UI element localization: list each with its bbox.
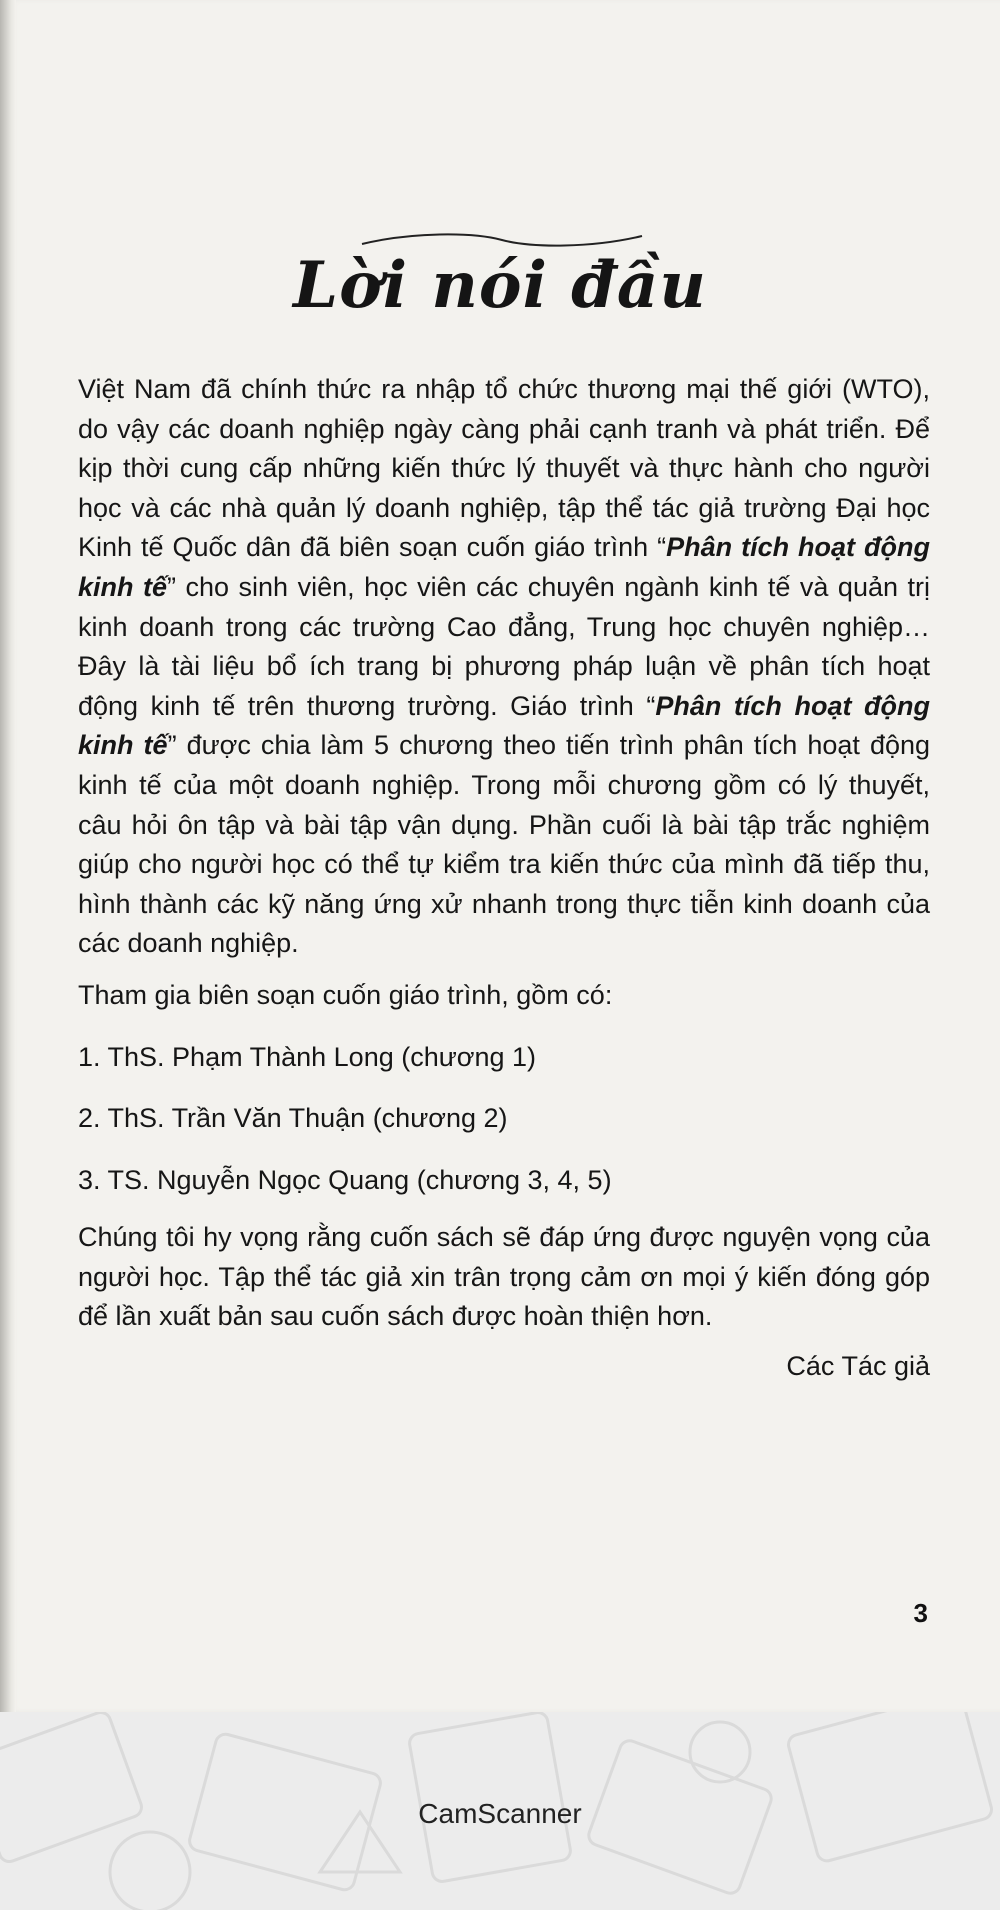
camscanner-watermark: CamScanner	[418, 1798, 582, 1829]
member-item: 2. ThS. Trần Văn Thuận (chương 2)	[78, 1103, 508, 1134]
book-title-emphasis-2: Phân tích hoạt động kinh tế	[78, 690, 930, 761]
title-ornament	[352, 230, 652, 250]
page-title: Lời nói đầu	[293, 248, 707, 323]
member-item: 1. ThS. Phạm Thành Long (chương 1)	[78, 1041, 537, 1072]
book-title-emphasis-1: Phân tích hoạt động kinh tế	[78, 532, 930, 602]
intro-text-2: ” cho sinh viên, học viên các chuyên ngành kinh tế và quản trị kinh doanh trong các trường Cao đẳng, Trung học chuyên nghiệp… Đây là tài liệu bổ ích trang bị phương pháp luận về phân tích hoạt động kinh tế trên thương trường. Giáo trình “	[78, 571, 930, 721]
signature: Các Tác giả	[786, 1351, 930, 1382]
intro-text-3: ” được chia làm 5 chương theo tiến trình phân tích hoạt động kinh tế của một doanh nghiệp. Trong mỗi chương gồm có lý thuyết, câu hỏi ôn tập và bài tập vận dụng. Phần cuối là bài tập trắc nghiệm giúp cho người học có thể tự kiểm tra kiến thức của mình đã tiếp thu, hình thành các kỹ năng ứng xử nhanh trong thực tiễn kinh doanh của các doanh nghiệp.	[78, 730, 931, 959]
member-item: 3. TS. Nguyễn Ngọc Quang (chương 3, 4, 5)	[78, 1164, 612, 1195]
intro-text-1: Việt Nam đã chính thức ra nhập tổ chức thương mại thế giới (WTO), do vậy các doanh nghiệp ngày càng phải cạnh tranh và phát triển. Để kịp thời cung cấp những kiến thức lý thuyết và thực hành cho người học và các nhà quản lý doanh nghiệp, tập thể tác giả trường Đại học Kinh tế Quốc dân đã biên soạn cuốn giáo trình “	[78, 374, 930, 563]
preface-body	[78, 370, 930, 1387]
scanner-footer	[0, 1712, 1000, 1910]
members-intro: Tham gia biên soạn cuốn giáo trình, gồm có:	[78, 979, 613, 1010]
closing-paragraph: Chúng tôi hy vọng rằng cuốn sách sẽ đáp ứng được nguyện vọng của người học. Tập thể tác giả xin trân trọng cảm ơn mọi ý kiến đóng góp để lần xuất bản sau cuốn sách được hoàn thiện hơn.	[78, 1222, 930, 1332]
intro-paragraph	[78, 370, 930, 964]
page-number: 3	[913, 1598, 928, 1628]
